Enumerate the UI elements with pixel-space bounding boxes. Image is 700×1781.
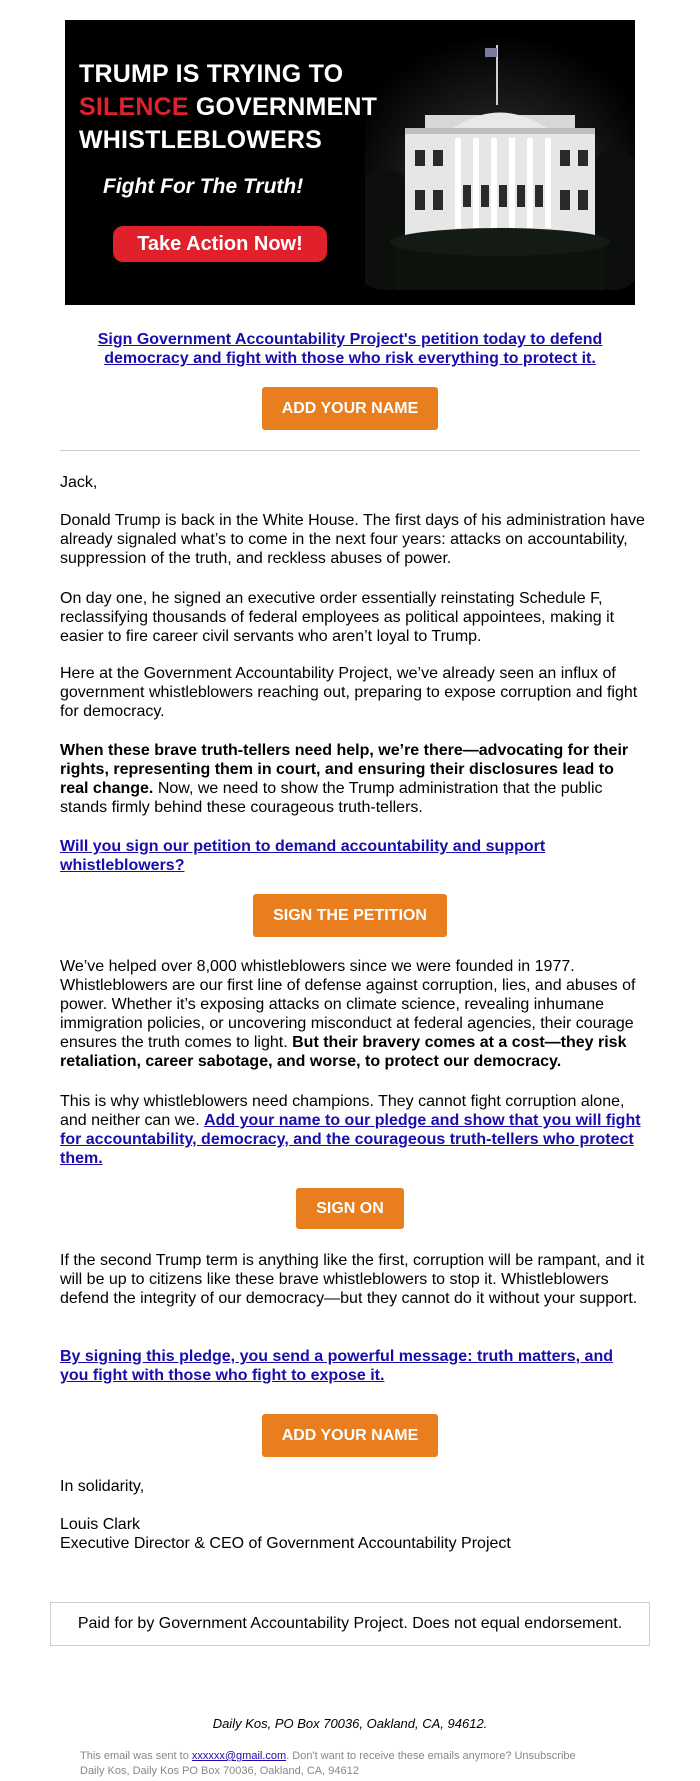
body-paragraph-4-bold: When these brave truth-tellers need help, we’re there—advocating for their rights, representing them in court, and ensuring their disclosures lead to real change.	[60, 742, 629, 797]
footer-address-line: Daily Kos, Daily Kos PO Box 70036, Oakland, CA, 94612	[80, 1765, 359, 1777]
pledge-link[interactable]: Add your name to our pledge and show that you will fight for accountability, democracy, and the courageous truth-tellers who protect them.	[60, 1112, 641, 1167]
sign-the-petition-button[interactable]: SIGN THE PETITION	[253, 894, 447, 937]
body-paragraph-4-rest: Now, we need to show the Trump administration that the public stands firmly behind these courageous truth-tellers.	[60, 780, 603, 816]
white-house-image	[365, 20, 635, 290]
add-your-name-button-2[interactable]: ADD YOUR NAME	[262, 1414, 438, 1457]
hero-banner[interactable]	[65, 20, 635, 305]
body-paragraph-6	[60, 1092, 645, 1168]
signer-title: Executive Director & CEO of Government Accountability Project	[60, 1535, 511, 1552]
pledge-message-link[interactable]: By signing this pledge, you send a powerful message: truth matters, and you fight with those who fight to expose it.	[60, 1348, 613, 1384]
hero-subline: Fight For The Truth!	[103, 175, 304, 198]
intro-link-block	[80, 330, 620, 368]
body-paragraph-4	[60, 741, 645, 817]
greeting: Jack,	[60, 474, 98, 491]
hero-bottom-band	[65, 290, 635, 305]
body-paragraph-6-text: This is why whistleblowers need champions. They cannot fight corruption alone, and neither can we.	[60, 1093, 625, 1129]
hero-headline-silence: SILENCE	[79, 93, 189, 121]
signer-name: Louis Clark	[60, 1516, 141, 1533]
hero-headline-line3: WHISTLEBLOWERS	[79, 126, 323, 154]
footer-address: Daily Kos, PO Box 70036, Oakland, CA, 94612.	[212, 1716, 488, 1731]
recipient-email-link[interactable]: xxxxxx@gmail.com	[191, 1750, 287, 1762]
paid-for-text: Paid for by Government Accountability Project. Does not equal endorsement.	[77, 1615, 623, 1632]
body-paragraph-5-text: We’ve helped over 8,000 whistleblowers since we were founded in 1977. Whistleblowers are our first line of defense against corruption, lies, and abuses of power. Whether it’s exposing attacks on climate science, revealing inhumane immigration policies, or uncovering misconduct at federal agencies, their courage ensures the truth comes to light.	[60, 958, 636, 1051]
body-paragraph-5-bold: But their bravery comes at a cost—they risk retaliation, career sabotage, and worse, to protect our democracy.	[60, 1034, 627, 1070]
divider	[60, 450, 640, 451]
body-paragraph-2: On day one, he signed an executive order essentially reinstating Schedule F, reclassifying thousands of federal employees as political appointees, making it easier to fire career civil servants who aren’t loyal to Trump.	[60, 590, 615, 645]
sent-to-prefix: This email was sent to	[80, 1750, 192, 1762]
footer-sent-to	[80, 1750, 576, 1762]
take-action-button[interactable]: Take Action Now!	[113, 226, 327, 262]
body-paragraph-7: If the second Trump term is anything like the first, corruption will be rampant, and it will be up to citizens like these brave whistleblowers to stop it. Whistleblowers defend the integrity of our democracy—but they cannot do it without your support.	[60, 1252, 645, 1307]
body-paragraph-1: Donald Trump is back in the White House. The first days of his administration have already signaled what’s to come in the next four years: attacks on accountability, suppression of the truth, and reckless abuses of power.	[60, 512, 645, 567]
body-paragraph-5	[60, 957, 645, 1071]
add-your-name-button[interactable]: ADD YOUR NAME	[262, 387, 438, 430]
sign-on-button[interactable]: SIGN ON	[296, 1188, 404, 1229]
petition-intro-link[interactable]: Sign Government Accountability Project's petition today to defend democracy and fight with those who risk everything to protect it.	[97, 331, 603, 367]
pledge-link-block	[60, 1347, 645, 1385]
paid-for-disclaimer	[50, 1602, 650, 1646]
body-paragraph-3: Here at the Government Accountability Project, we’ve already seen an influx of government whistleblowers reaching out, preparing to expose corruption and fight for democracy.	[60, 665, 638, 720]
hero-headline-government: GOVERNMENT	[188, 93, 378, 121]
petition-link-block	[60, 837, 645, 875]
signoff: In solidarity,	[60, 1478, 145, 1495]
hero-headline-line2	[79, 93, 377, 122]
hero-headline-line1: TRUMP IS TRYING TO	[79, 60, 344, 88]
sent-to-suffix[interactable]: . Don't want to receive these emails anymore? Unsubscribe	[286, 1750, 576, 1762]
petition-link[interactable]: Will you sign our petition to demand accountability and support whistleblowers?	[60, 838, 546, 874]
